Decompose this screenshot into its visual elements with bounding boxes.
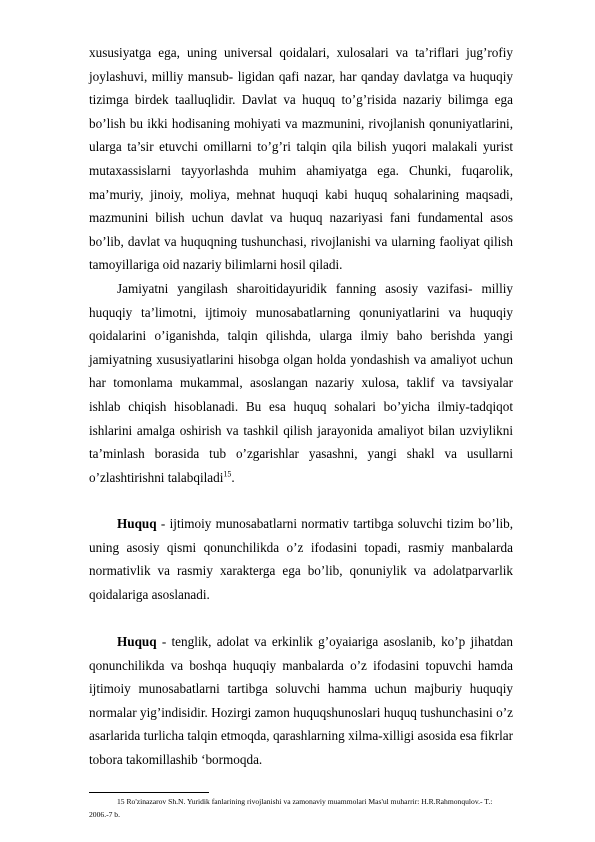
paragraph-3 — [89, 512, 513, 606]
footnote-separator — [89, 792, 209, 793]
paragraph-4-text: - tenglik, adolat va erkinlik g’oyaiariga asoslanib, ko’p jihatdan qonunchilikda va boshqa huquqiy manbalarda o’z ifodasini topuvchi hamda ijtimoiy munosabatlarni tartibga soluvchi hamma uchun majburiy huquqiy normalar yig’indisidir. Hozirgi zamon huquqshunoslari huquq tushunchasini o’z asarlarida turlicha talqin etmoqda, qarashlarning xilma-xilligi asosida esa fikrlar tobora takomillashib ‘bormoqda. — [89, 634, 513, 767]
paragraph-3-text: - ijtimoiy munosabatlarni normativ tartibga soluvchi tizim bo’lib, uning asosiy qismi qonunchilikda o’z ifodasini topadi, rasmiy manbalarda normativlik va rasmiy xarakterga ega bo’lib, qonuniylik va adolatparvarlik qoidalariga asoslanadi. — [89, 516, 513, 602]
definition-term: Huquq — [117, 516, 157, 531]
footnote — [89, 796, 513, 821]
paragraph-1-text: xususiyatga ega, uning universal qoidalari, xulosalari va ta’riflari jug’rofiy joylashuvi, milliy mansub- ligidan qafi nazar, har qanday davlatga va huquqiy tizimga birdek taalluqlidir. Davlat va huquq to’g’risida nazariy bilimga ega bo’lish bu ikki hodisaning mohiyati va mazmunini, rivojlanish qonuniyatlarini, ularga ta’sir etuvchi omillarni to’g’ri talqin qila bilish yuqori malakali yurist mutaxassislarni tayyorlashda muhim ahamiyatga ega. Chunki, fuqarolik, ma’muriy, jinoiy, moliya, mehnat huquqi kabi huquq sohalarining maqsadi, mazmunini bilish uchun davlat va huquq nazariyasi fani fundamental asos bo’lib, davlat va huquqning tushunchasi, rivojlanishi va ularning faoliyat qilish tamoyillariga oid nazariy bilimlarni hosil qiladi. — [89, 45, 513, 273]
paragraph-1 — [89, 41, 513, 277]
paragraph-2 — [89, 277, 513, 489]
paragraph-4 — [89, 630, 513, 772]
footnote-text: 15 Ro'zinazarov Sh.N. Yuridik fanlarining rivojlanishi va zamonaviy muammolari Mas'ul muharrir: H.R.Rahmonqulov.- T.: 2006.-7 b. — [89, 797, 493, 819]
paragraph-2-end: . — [231, 469, 235, 485]
definition-term: Huquq — [117, 634, 157, 649]
paragraph-2-text: Jamiyatni yangilash sharoitidayuridik fanning asosiy vazifasi- milliy huquqiy ta’limotni, ijtimoiy munosabatlarning qonuniyatlarini va huquqiy qoidalarini o’iganishda, talqin qilishda, ularga ilmiy baho berishda yangi jamiyatning xususiyatlarini hisobga olgan holda yondashish va amaliyot uchun har tomonlama mukammal, asoslangan nazariy xulosa, taklif va tavsiyalar ishlab chiqish hisoblanadi. Bu esa huquq sohalari bo’yicha ilmiy-tadqiqot ishlarini amalga oshirish va tashkil qilish jarayonida amaliyot bilan uzviylikni ta’minlash borasida tub o’zgarishlar yasashni, yangi shakl va usullarni o’zlashtirishni talabqiladi — [89, 281, 513, 485]
footnote-reference[interactable]: 15 — [223, 469, 232, 479]
